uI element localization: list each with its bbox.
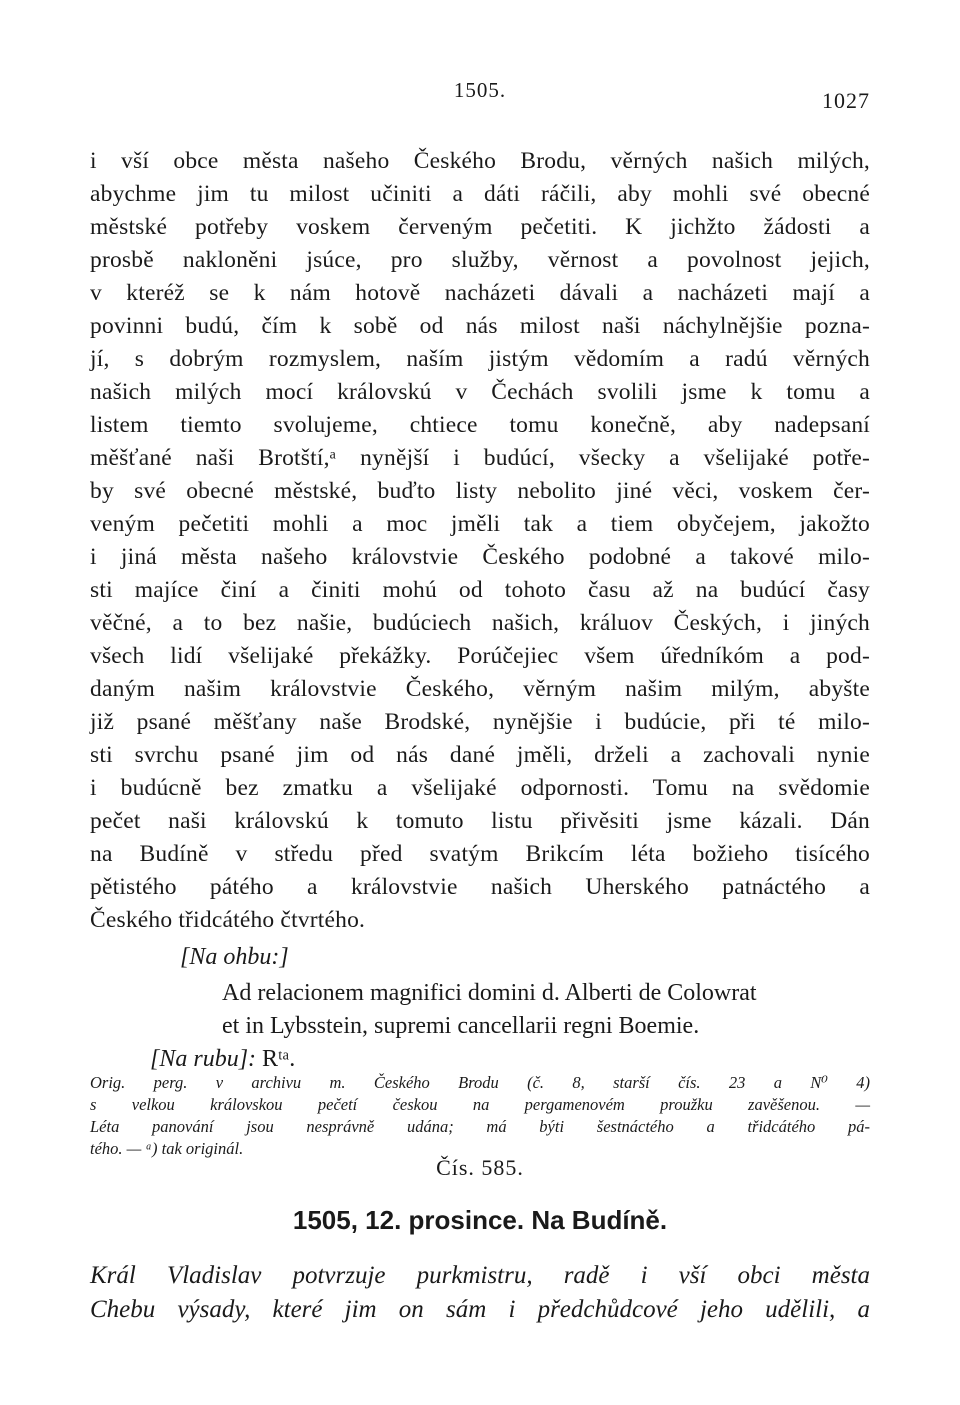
body-line: veným pečetiti mohli a moc jměli tak a tiem obyčejem, jakožto bbox=[90, 511, 870, 537]
endorsement-reverse-label: [Na rubu]: bbox=[150, 1046, 257, 1072]
body-line: daným našim královstvie Českého, věrným našim milým, abyšte bbox=[90, 676, 870, 702]
document-heading: 1505, 12. prosince. Na Budíně. bbox=[292, 1205, 668, 1235]
body-line: listem tiemto svolujeme, chtiece tomu konečně, aby nadepsaní bbox=[90, 412, 870, 438]
regest-line: Chebu výsady, které jim on sám i předchůdcové jeho udělili, a bbox=[90, 1296, 870, 1323]
body-line: i budúcně bez zmatku a všelijaké odpornosti. Tomu na svědomie bbox=[90, 775, 870, 801]
endorsement-reverse-text: Rᵗᵃ. bbox=[262, 1046, 296, 1072]
body-line: sti svrchu psané jim od nás dané jměli, drželi a zachovali nynie bbox=[90, 742, 870, 768]
body-line: pětistého pátého a královstvie našich Uherského patnáctého a bbox=[90, 874, 870, 900]
body-line: by své obecné městské, buďto listy nebolito jiné věci, voskem čer- bbox=[90, 478, 870, 504]
body-line: pečet naši královskú k tomuto listu přivěsiti jsme kázali. Dán bbox=[90, 808, 870, 834]
endorsement-fold-line: Ad relacionem magnifici domini d. Alberti de Colowrat bbox=[222, 980, 757, 1006]
body-line: prosbě nakloněni jsúce, pro služby, věrnost a povolnost jejich, bbox=[90, 247, 870, 273]
footnote-line: Orig. perg. v archivu m. Českého Brodu (č. 8, starší čís. 23 a N⁰ 4) bbox=[90, 1073, 870, 1092]
body-line: městské potřeby voskem červeným pečetiti. K jichžto žádosti a bbox=[90, 214, 870, 240]
document-number: Čís. 585. bbox=[436, 1155, 524, 1180]
body-line: povinni budú, čím k sobě od nás milost naši náchylnějšie pozna- bbox=[90, 313, 870, 339]
body-line: sti majíce činí a činiti mohú od tohoto času až na budúcí časy bbox=[90, 577, 870, 603]
endorsement-fold-line: et in Lybsstein, supremi cancellarii regni Boemie. bbox=[222, 1013, 700, 1039]
footnote-line: Léta panování jsou nesprávně udána; má býti šestnáctého a třidcátého pá- bbox=[90, 1117, 870, 1136]
regest-line: Král Vladislav potvrzuje purkmistru, radě i vší obci města bbox=[90, 1262, 870, 1289]
page-number: 1027 bbox=[822, 88, 870, 113]
body-line: věčné, a to bez našie, budúciech našich, králuov Českých, i jiných bbox=[90, 610, 870, 636]
footnote-line: tého. — ᵃ) tak originál. bbox=[90, 1139, 244, 1158]
body-line: již psané měšťany naše Brodské, nynějšie i budúcie, při té milo- bbox=[90, 709, 870, 735]
body-line: v kteréž se k nám hotově nacházeti dávali a nacházeti mají a bbox=[90, 280, 870, 306]
footnote-line: s velkou královskou pečetí českou na pergamenovém proužku zavěšenou. — bbox=[90, 1095, 870, 1114]
body-line: všech lidí všelijaké překážky. Porúčejiec všem úředníkóm a pod- bbox=[90, 643, 870, 669]
body-line: na Budíně v středu před svatým Brikcím léta božieho tisícého bbox=[90, 841, 870, 867]
body-line: i vší obce města našeho Českého Brodu, věrných našich milých, bbox=[90, 148, 870, 174]
endorsement-fold-label: [Na ohbu:] bbox=[180, 944, 289, 970]
body-line: Českého třidcátého čtvrtého. bbox=[90, 907, 366, 933]
body-line: našich milých mocí královskú v Čechách svolili jsme k tomu a bbox=[90, 379, 870, 405]
body-line: i jiná města našeho královstvie Českého podobné a takové milo- bbox=[90, 544, 870, 570]
body-line: měšťané naši Brotští,ᵃ nynější i budúcí, všecky a všelijaké potře- bbox=[90, 445, 870, 471]
body-line: jí, s dobrým rozmyslem, naším jistým vědomím a radú věrných bbox=[90, 346, 870, 372]
running-header-year: 1505. bbox=[453, 78, 507, 102]
endorsement-reverse bbox=[150, 1046, 295, 1073]
body-line: abychme jim tu milost učiniti a dáti ráčili, aby mohli své obecné bbox=[90, 181, 870, 207]
